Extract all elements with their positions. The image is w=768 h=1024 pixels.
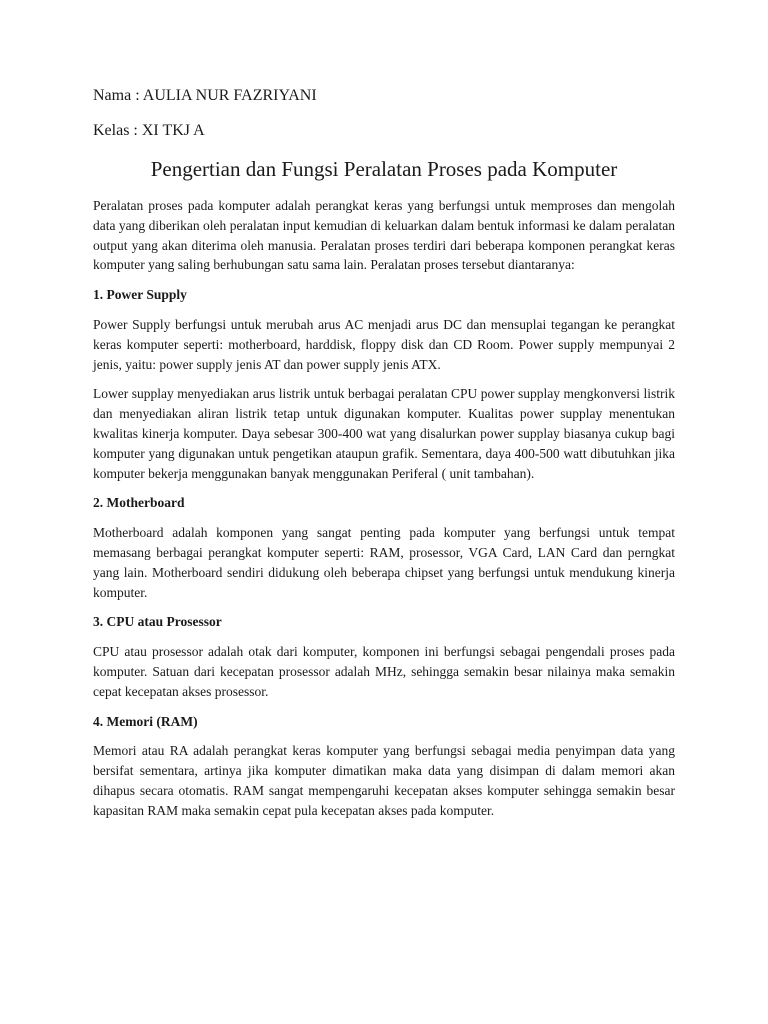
section-paragraph: Power Supply berfungsi untuk merubah arus AC menjadi arus DC dan mensuplai tegangan ke perangkat keras komputer seperti: motherboard, harddisk, floppy disk dan CD Room. Power supply mempunyai 2 jenis, yaitu: power supply jenis AT dan power supply jenis ATX. (93, 316, 675, 372)
document-page (93, 86, 675, 831)
student-class: Kelas : XI TKJ A (93, 122, 205, 139)
section-heading: 1. Power Supply (93, 287, 187, 303)
section-paragraph: CPU atau prosessor adalah otak dari komputer, komponen ini berfungsi sebagai pengendali proses pada komputer. Satuan dari kecepatan prosessor adalah MHz, sehingga semakin besar nilainya maka semakin cepat kecepatan akses prosessor. (93, 644, 675, 699)
section-power-supply (93, 285, 675, 483)
section-cpu (93, 612, 675, 701)
intro-paragraph: Peralatan proses pada komputer adalah perangkat keras yang berfungsi untuk memproses dan mengolah data yang diberikan oleh peralatan input kemudian di keluarkan dalam bentuk informasi ke dalam peralatan output yang akan diterima oleh manusia. Peralatan proses terdiri dari beberapa komponen perangkat keras komputer yang saling berhubungan satu sama lain. Peralatan proses tersebut diantaranya: (93, 198, 675, 273)
section-paragraph: Motherboard adalah komponen yang sangat penting pada komputer yang berfungsi untuk tempat memasang berbagai perangkat komputer seperti: RAM, prosessor, VGA Card, LAN Card dan perngkat yang lain. Motherboard sendiri didukung oleh beberapa chipset yang berfungsi untuk mendukung kinerja komputer. (93, 525, 675, 600)
section-heading: 2. Motherboard (93, 495, 185, 511)
student-name: Nama : AULIA NUR FAZRIYANI (93, 87, 317, 104)
section-motherboard (93, 493, 675, 602)
document-title: Pengertian dan Fungsi Peralatan Proses pada Komputer (150, 157, 618, 181)
section-heading: 3. CPU atau Prosessor (93, 614, 222, 630)
section-paragraph: Memori atau RA adalah perangkat keras komputer yang berfungsi sebagai media penyimpan data yang bersifat sementara, artinya jika komputer dimatikan maka data yang disimpan di dalam memori akan dihapus secara otomatis. RAM sangat mempengaruhi kecepatan akses komputer sehingga semakin besar kapasitan RAM maka semakin cepat pula kecepatan akses pada komputer. (93, 743, 675, 818)
section-paragraph: Lower supplay menyediakan arus listrik untuk berbagai peralatan CPU power supplay mengkonversi listrik dan menyediakan aliran listrik tetap untuk digunakan komputer. Kualitas power supplay menentukan kwalitas kinerja komputer. Daya sebesar 300-400 wat yang disalurkan power supplay biasanya cukup bagi komputer yang digunakan untuk pengetikan ataupun grafik. Sementara, daya 400-500 watt dibutuhkan jika komputer bekerja menggunakan banyak menggunakan Periferal ( unit tambahan). (93, 386, 675, 481)
section-memory (93, 712, 675, 821)
section-heading: 4. Memori (RAM) (93, 713, 198, 729)
